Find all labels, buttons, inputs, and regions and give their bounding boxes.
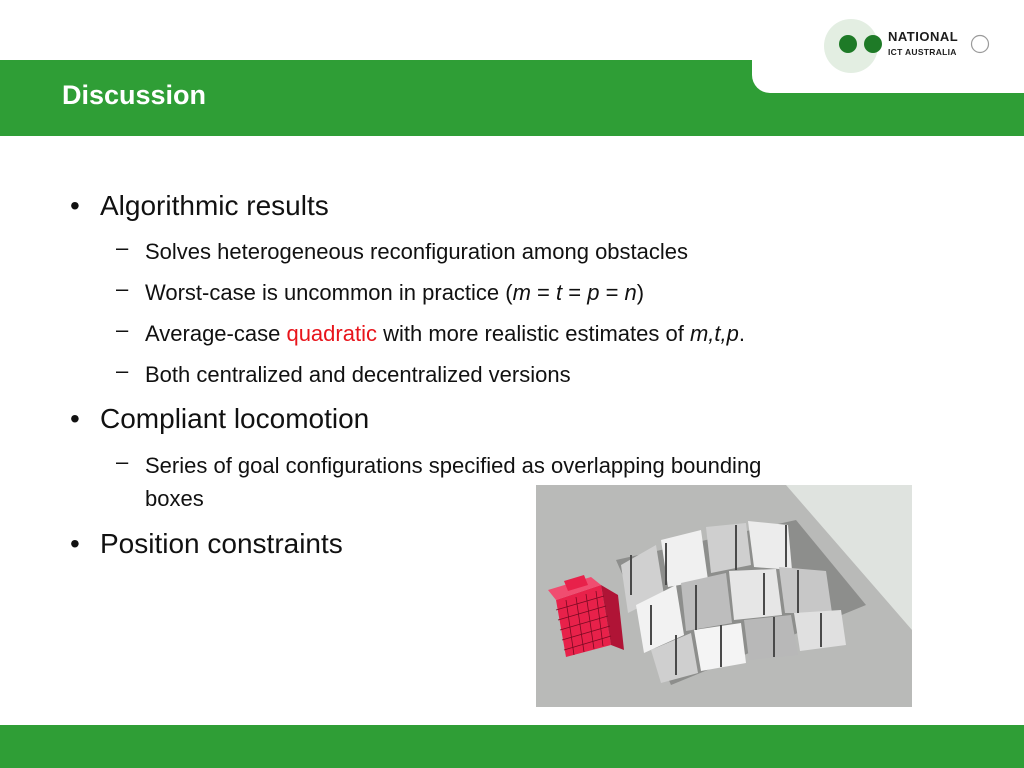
- dash-icon: –: [116, 235, 129, 260]
- quadratic-highlight: quadratic: [286, 321, 377, 346]
- robot-obstacle-figure: [536, 485, 912, 707]
- bullet-dot-icon: •: [70, 190, 80, 221]
- subitem-text: Series of goal configurations specified as overlapping bounding boxes: [145, 453, 762, 511]
- logo-text-ict-australia: ICT AUSTRALIA: [888, 47, 957, 57]
- subitem-text: Average-case quadratic with more realistic estimates of m,t,p.: [145, 321, 745, 346]
- subitem-text: Solves heterogeneous reconfiguration among obstacles: [145, 239, 689, 264]
- bullet-text: Compliant locomotion: [100, 403, 370, 434]
- bullet-dot-icon: •: [70, 528, 80, 559]
- dash-icon: –: [116, 317, 129, 342]
- dash-icon: –: [116, 358, 129, 383]
- footer-band: [0, 725, 1024, 768]
- obstacle-terrain-illustration: [536, 485, 912, 707]
- bullet-text: Position constraints: [100, 528, 343, 559]
- nicta-logo-icon: [818, 17, 993, 75]
- logo-text-national: NATIONAL: [888, 29, 959, 44]
- bullet-text: Algorithmic results: [100, 190, 329, 221]
- slide-title: Discussion: [62, 80, 207, 110]
- bullet-dot-icon: •: [70, 403, 80, 434]
- dash-icon: –: [116, 449, 129, 474]
- subitem-text: Both centralized and decentralized versions: [145, 362, 571, 387]
- dash-icon: –: [116, 276, 129, 301]
- subitem-text: Worst-case is uncommon in practice (m = t = p = n): [145, 280, 645, 305]
